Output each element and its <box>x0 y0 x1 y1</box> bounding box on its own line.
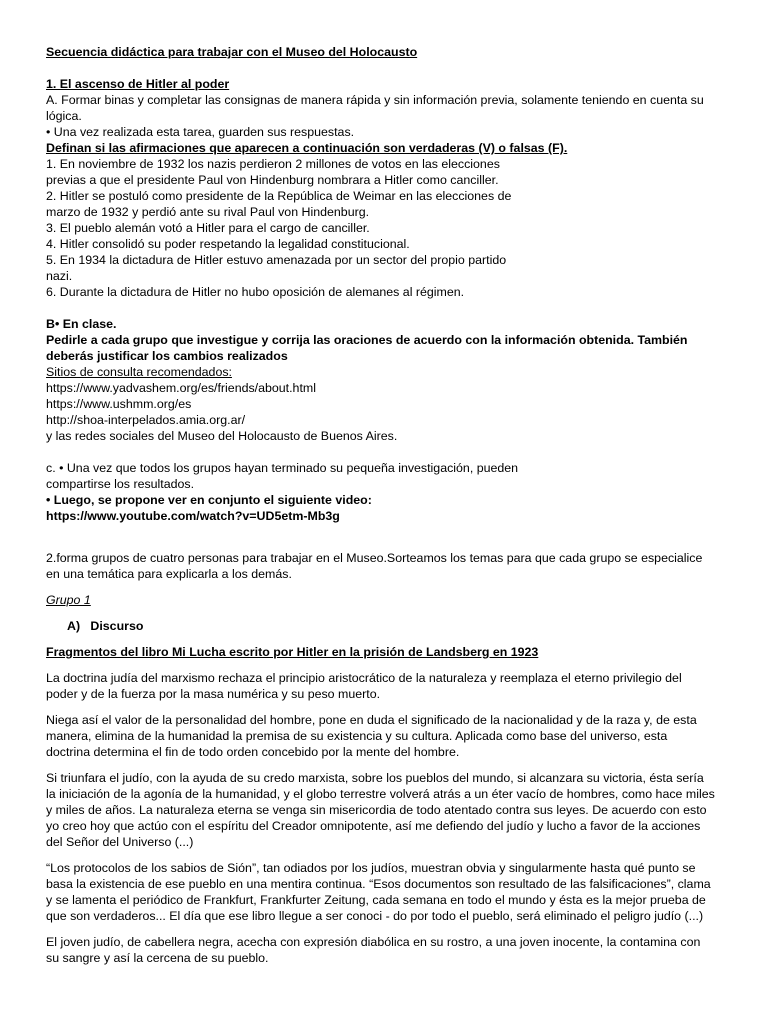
section1-a-line: A. Formar binas y completar las consignas de manera rápida y sin información previa, solamente teniendo en cuenta su <box>46 93 704 107</box>
fragment-paragraph <box>46 770 726 850</box>
site-link[interactable]: https://www.ushmm.org/es <box>46 397 192 411</box>
statement-line: 4. Hitler consolidó su poder respetando la legalidad constitucional. <box>46 237 410 251</box>
section2-line: en una temática para explicarla a los demás. <box>46 567 292 581</box>
paragraph-line: su sangre y así la cercena de su pueblo. <box>46 951 269 965</box>
sites-label: Sitios de consulta recomendados: <box>46 365 232 379</box>
spacer <box>46 300 768 316</box>
paragraph-line: que son verdaderos... El día que ese libro llegue a ser conoci - do por todo el pueblo, será eliminado el peligro judío (...) <box>46 909 704 923</box>
paragraph-line: y miles de años. La naturaleza eterna se venga sin misericordia de todo atentado contra sus leyes. De acuerdo con esto <box>46 803 707 817</box>
statement-line: 5. En 1934 la dictadura de Hitler estuvo amenazada por un sector del propio partido <box>46 253 507 267</box>
paragraph-line: doctrina determina el fin de todo orden concebido por la mente del hombre. <box>46 745 460 759</box>
section1-b-instruction: deberás justificar los cambios realizados <box>46 349 288 363</box>
paragraph-line: El joven judío, de cabellera negra, acecha con expresión diabólica en su rostro, a una joven inocente, la contamina con <box>46 935 701 949</box>
spacer <box>46 660 768 670</box>
statement-line: 6. Durante la dictadura de Hitler no hubo oposición de alemanes al régimen. <box>46 285 465 299</box>
fragment-paragraph <box>46 860 726 924</box>
document-title: Secuencia didáctica para trabajar con el Museo del Holocausto <box>46 45 418 59</box>
section1-instruction: Definan si las afirmaciones que aparecen a continuación son verdaderas (V) o falsas (F). <box>46 141 568 155</box>
section1-bullet: • Una vez realizada esta tarea, guarden sus respuestas. <box>46 125 355 139</box>
discurso-heading <box>46 618 768 634</box>
section1-a-line: lógica. <box>46 109 82 123</box>
section1-c-line: c. • Una vez que todos los grupos hayan terminado su pequeña investigación, pueden <box>46 461 519 475</box>
spacer <box>46 634 768 644</box>
spacer <box>46 444 768 460</box>
discurso-label: A) Discurso <box>67 619 144 633</box>
video-link[interactable]: https://www.youtube.com/watch?v=UD5etm-Mb3g <box>46 509 340 523</box>
fragments-title: Fragmentos del libro Mi Lucha escrito por Hitler en la prisión de Landsberg en 1923 <box>46 645 539 659</box>
statement-line: 1. En noviembre de 1932 los nazis perdieron 2 millones de votos en las elecciones <box>46 157 500 171</box>
paragraph-line: Niega así el valor de la personalidad del hombre, pone en duda el significado de la nacionalidad y de la raza y, de esta <box>46 713 697 727</box>
paragraph-line: poder y de la fuerza por la masa numérica y su peso muerto. <box>46 687 381 701</box>
site-link[interactable]: http://shoa-interpelados.amia.org.ar/ <box>46 413 246 427</box>
fragment-paragraph <box>46 712 726 760</box>
paragraph-line: La doctrina judía del marxismo rechaza el principio aristocrático de la naturaleza y reemplaza el eterno privilegio del <box>46 671 682 685</box>
video-line: • Luego, se propone ver en conjunto el siguiente video: <box>46 493 372 507</box>
paragraph-line: y se lamenta el periódico de Frankfurt, Frankfurter Zeitung, cada semana en todo el mundo y ésta es la mejor prueba de <box>46 893 706 907</box>
statement-line: marzo de 1932 y perdió ante su rival Paul von Hindenburg. <box>46 205 370 219</box>
spacer <box>46 582 768 592</box>
section1-b-heading: B• En clase. <box>46 317 117 331</box>
spacer <box>46 524 768 550</box>
spacer <box>46 60 768 76</box>
site-link[interactable]: https://www.yadvashem.org/es/friends/about.html <box>46 381 316 395</box>
statement-line: nazi. <box>46 269 73 283</box>
fragment-paragraph <box>46 934 726 966</box>
statement-line: 3. El pueblo alemán votó a Hitler para el cargo de canciller. <box>46 221 370 235</box>
paragraph-line: manera, elimina de la humanidad la premisa de su existencia y su cultura. Aplicada como base del universo, esta <box>46 729 668 743</box>
section1-heading: 1. El ascenso de Hitler al poder <box>46 77 230 91</box>
paragraph-line: “Los protocolos de los sabios de Sión”, tan odiados por los judíos, muestran obvia y singularmente hasta qué punto se <box>46 861 696 875</box>
spacer <box>46 608 768 618</box>
group-label: Grupo 1 <box>46 593 91 607</box>
fragment-paragraph <box>46 670 726 702</box>
paragraph-line: del Señor del Universo (...) <box>46 835 194 849</box>
section2-line: 2.forma grupos de cuatro personas para trabajar en el Museo.Sorteamos los temas para que cada grupo se especialice <box>46 551 703 565</box>
paragraph-line: la iniciación de la agonía de la humanidad, y el globo terrestre volverá atrás a un éter vacío de hombres, como hace miles <box>46 787 715 801</box>
statement-line: 2. Hitler se postuló como presidente de la República de Weimar en las elecciones de <box>46 189 512 203</box>
paragraph-line: basa la existencia de ese pueblo en una mentira continua. “Esos documentos son resultado de las falsificaciones”, clama <box>46 877 711 891</box>
paragraph-line: Si triunfara el judío, con la ayuda de su credo marxista, sobre los pueblos del mundo, si alcanzara su victoria, ésta sería <box>46 771 704 785</box>
statement-line: previas a que el presidente Paul von Hindenburg nombrara a Hitler como canciller. <box>46 173 499 187</box>
section1-b-instruction: Pedirle a cada grupo que investigue y corrija las oraciones de acuerdo con la información obtenida. También <box>46 333 688 347</box>
section1-c-line: compartirse los resultados. <box>46 477 195 491</box>
sites-note: y las redes sociales del Museo del Holocausto de Buenos Aires. <box>46 429 398 443</box>
paragraph-line: yo creo hoy que actúo con el espíritu del Creador omnipotente, así me defiendo del judío y lucho a favor de la acciones <box>46 819 701 833</box>
